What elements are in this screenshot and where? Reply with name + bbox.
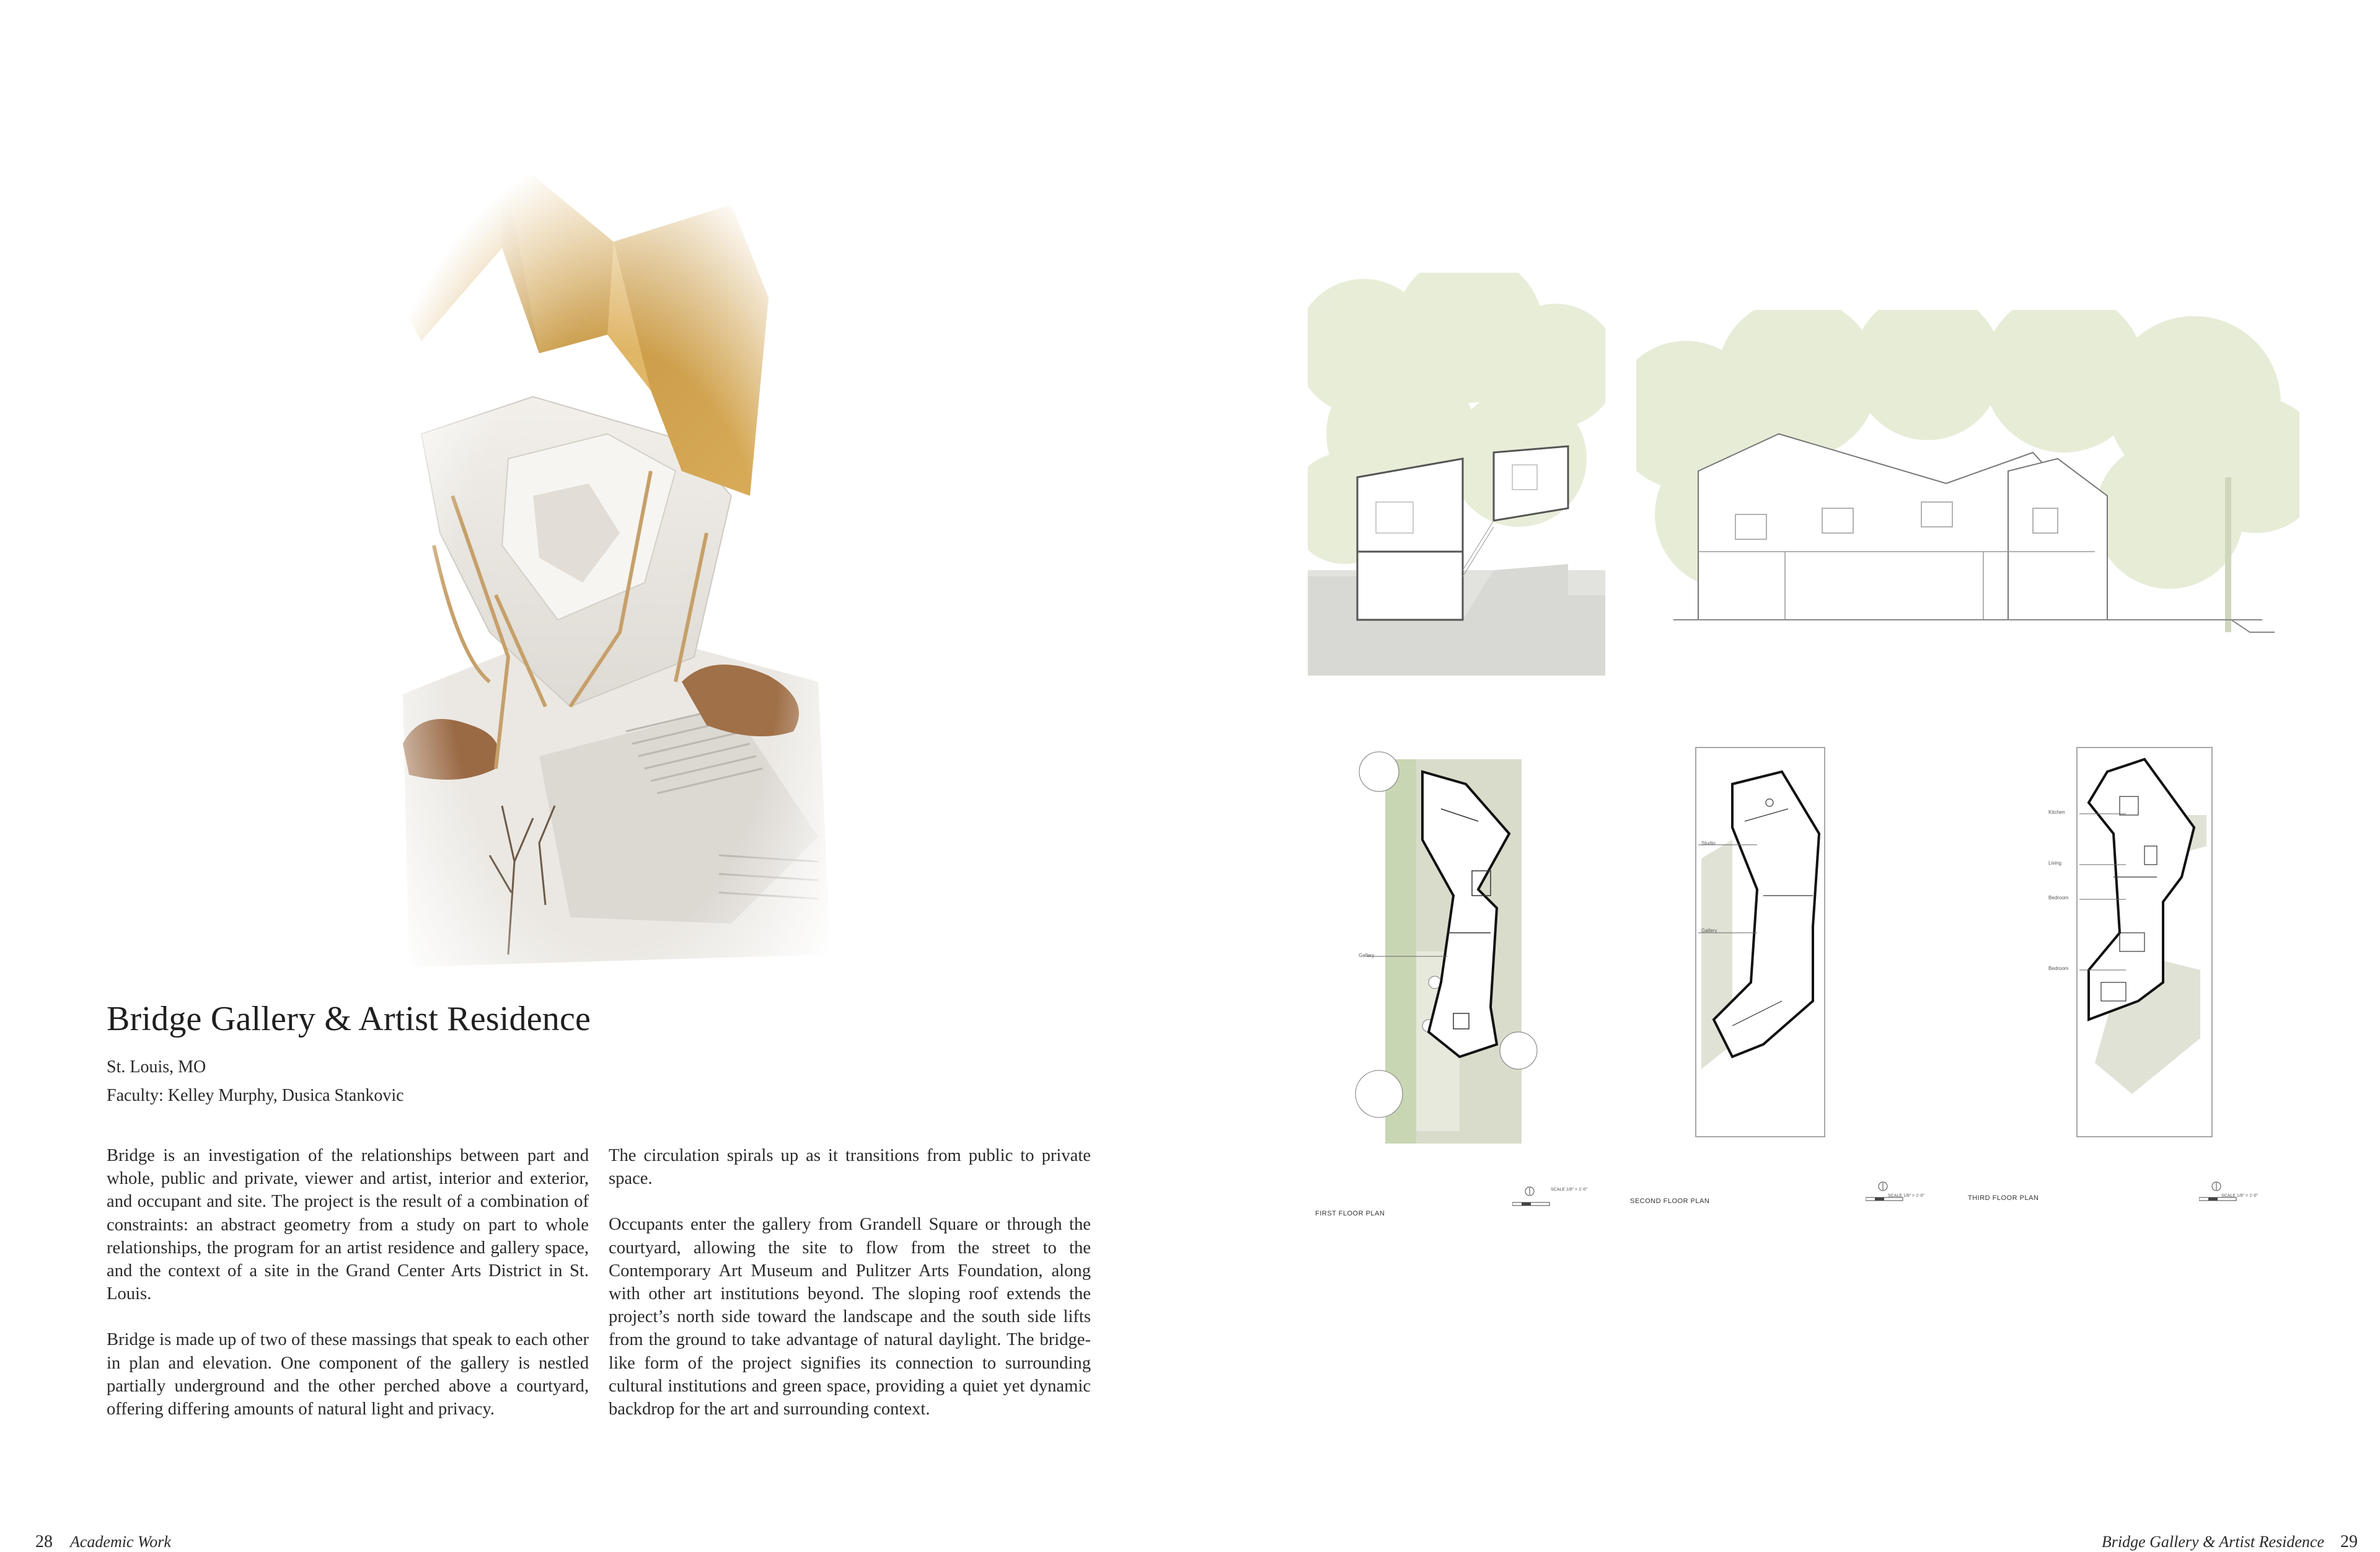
scale-text: SCALE 1/8" = 1'-0" (1551, 1188, 1588, 1192)
model-photo (384, 149, 843, 979)
page-number: 28 (35, 1532, 53, 1551)
plan-label: THIRD FLOOR PLAN (1968, 1194, 2039, 1202)
scale-text: SCALE 1/8" = 1'-0" (1888, 1194, 1925, 1198)
room-label: Kitchen (2048, 809, 2065, 815)
paragraph: Occupants enter the gallery from Grandell Square or through the courtyard, allowing the site to flow from the street to the Contemporary Art Museum and Pulitzer Arts Foundation, along with other art institutions beyond. The sloping roof extends the project’s north side toward the landscape and the south side lifts from the ground to take advantage of natural daylight. The bridge-like form of the project signifies its connection to surrounding cultural institutions and green space, providing a quiet yet dynamic backdrop for the art and surrounding context. (609, 1215, 1091, 1419)
folio-right (2102, 1532, 2358, 1552)
second-floor-plan (1695, 747, 1825, 1137)
room-label: Living (2048, 860, 2061, 866)
project-location: St. Louis, MO (107, 1057, 206, 1077)
scale-bar (2199, 1180, 2273, 1211)
folio-left (35, 1532, 171, 1552)
plan-label: FIRST FLOOR PLAN (1315, 1210, 1385, 1217)
folio-section: Bridge Gallery & Artist Residence (2101, 1533, 2324, 1551)
scale-bar (1512, 1185, 1587, 1216)
first-floor-plan (1342, 747, 1565, 1156)
elevation-drawing (1636, 310, 2299, 657)
paragraph: Bridge is an investigation of the relationships between part and whole, public and private, viewer and artist, interior and exterior, and occupant and site. The project is the result of a combination of constraints: an abstract geometry from a study on part to whole relationships, the program for an artist residence and gallery space, and the context of a site in the Grand Center Arts District in St. Louis. (107, 1146, 589, 1304)
room-label: Bedroom (2048, 895, 2069, 901)
section-drawing (1308, 273, 1605, 676)
room-label: Bedroom (2048, 966, 2069, 971)
plan-label: SECOND FLOOR PLAN (1630, 1197, 1710, 1205)
folio-section: Academic Work (70, 1533, 171, 1551)
scale-bar (1866, 1180, 1940, 1211)
body-column-1 (107, 1144, 589, 1444)
scale-text: SCALE 1/8" = 1'-0" (2221, 1194, 2259, 1198)
project-faculty: Faculty: Kelley Murphy, Dusica Stankovic (107, 1086, 404, 1105)
third-floor-plan (2076, 747, 2213, 1137)
body-column-2 (609, 1144, 1091, 1444)
room-label: Gallery (1701, 928, 1717, 933)
paragraph: Bridge is made up of two of these massings that speak to each other in plan and elevation. One component of the gallery is nestled partially underground and the other perched above a courtyard, offering differing amounts of natural light and privacy. (107, 1330, 589, 1419)
page-number: 29 (2340, 1532, 2358, 1551)
room-label: Gallery (1359, 953, 1375, 958)
room-label: Studio (1701, 840, 1716, 846)
paragraph: The circulation spirals up as it transitions from public to private space. (609, 1146, 1091, 1189)
project-title: Bridge Gallery & Artist Residence (107, 1000, 591, 1038)
